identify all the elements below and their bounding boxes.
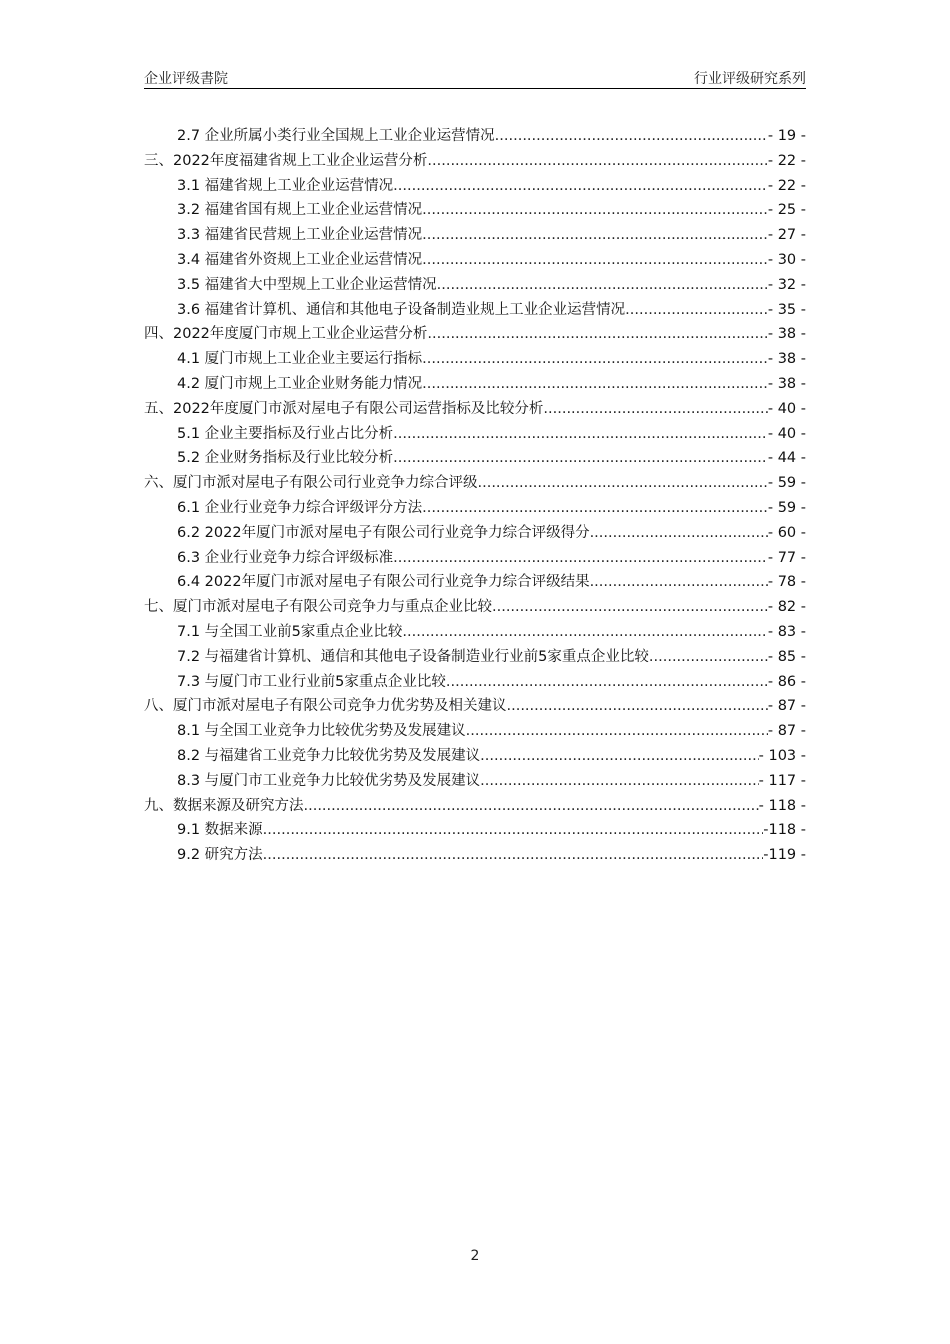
toc-chapter-entry[interactable]: [144, 595, 806, 620]
toc-dot-leader: [446, 674, 768, 690]
toc-entry-page: - 30 -: [767, 251, 806, 268]
toc-entry-page: - 38 -: [767, 351, 806, 368]
toc-entry-title: 6.1 企业行业竞争力综合评级评分方法: [177, 499, 423, 516]
header-divider: [144, 88, 806, 89]
toc-dot-leader: [480, 773, 758, 789]
toc-entry-title: 9.2 研究方法: [177, 847, 263, 864]
toc-chapter-entry[interactable]: [144, 471, 806, 496]
toc-entry-page: - 117 -: [758, 772, 806, 789]
toc-chapter-entry[interactable]: [144, 322, 806, 347]
toc-subentry[interactable]: [144, 422, 806, 447]
toc-chapter-entry[interactable]: [144, 794, 806, 819]
toc-entry-title: 3.5 福建省大中型规上工业企业运营情况: [177, 276, 437, 293]
toc-entry-title: 4.2 厦门市规上工业企业财务能力情况: [177, 375, 423, 392]
toc-entry-title: 5.2 企业财务指标及行业比较分析: [177, 450, 394, 467]
toc-subentry[interactable]: [144, 372, 806, 397]
toc-dot-leader: [649, 649, 768, 665]
toc-subentry[interactable]: [144, 273, 806, 298]
toc-dot-leader: [466, 723, 768, 739]
table-of-contents: [144, 124, 806, 868]
toc-dot-leader: [422, 202, 768, 218]
toc-dot-leader: [402, 624, 767, 640]
toc-subentry[interactable]: [144, 570, 806, 595]
toc-chapter-entry[interactable]: [144, 694, 806, 719]
toc-subentry[interactable]: [144, 124, 806, 149]
toc-entry-title: 3.1 福建省规上工业企业运营情况: [177, 177, 394, 194]
toc-entry-page: - 87 -: [767, 698, 806, 715]
toc-entry-title: 3.6 福建省计算机、通信和其他电子设备制造业规上工业企业运营情况: [177, 301, 626, 318]
toc-subentry[interactable]: [144, 446, 806, 471]
toc-subentry[interactable]: [144, 769, 806, 794]
toc-dot-leader: [492, 599, 768, 615]
toc-subentry[interactable]: [144, 298, 806, 323]
toc-subentry[interactable]: [144, 248, 806, 273]
toc-entry-page: - 59 -: [767, 475, 806, 492]
toc-dot-leader: [304, 798, 759, 814]
toc-dot-leader: [393, 178, 768, 194]
toc-entry-title: 三、2022年度福建省规上工业企业运营分析: [144, 152, 428, 169]
toc-dot-leader: [495, 128, 768, 144]
toc-entry-title: 6.4 2022年厦门市派对屋电子有限公司行业竞争力综合评级结果: [177, 574, 590, 591]
page-number: 2: [470, 1248, 480, 1264]
toc-entry-title: 4.1 厦门市规上工业企业主要运行指标: [177, 351, 423, 368]
toc-subentry[interactable]: [144, 347, 806, 372]
header-publisher: 企业评级書院: [144, 71, 228, 87]
toc-entry-page: - 103 -: [758, 747, 806, 764]
toc-entry-page: - 35 -: [767, 301, 806, 318]
toc-dot-leader: [393, 550, 768, 566]
toc-dot-leader: [422, 227, 768, 243]
toc-subentry[interactable]: [144, 223, 806, 248]
toc-entry-title: 九、数据来源及研究方法: [144, 797, 304, 814]
toc-entry-title: 5.1 企业主要指标及行业占比分析: [177, 425, 394, 442]
toc-entry-title: 8.2 与福建省工业竞争力比较优劣势及发展建议: [177, 747, 481, 764]
toc-entry-title: 9.1 数据来源: [177, 822, 263, 839]
toc-chapter-entry[interactable]: [144, 149, 806, 174]
toc-entry-title: 7.3 与厦门市工业行业前5家重点企业比较: [177, 673, 446, 690]
page-header: [144, 68, 806, 88]
toc-dot-leader: [427, 153, 767, 169]
toc-entry-title: 7.2 与福建省计算机、通信和其他电子设备制造业行业前5家重点企业比较: [177, 648, 649, 665]
toc-entry-page: -118 -: [763, 822, 806, 839]
toc-subentry[interactable]: [144, 843, 806, 868]
toc-dot-leader: [422, 252, 768, 268]
toc-entry-page: - 83 -: [767, 623, 806, 640]
toc-subentry[interactable]: [144, 496, 806, 521]
toc-entry-title: 六、厦门市派对屋电子有限公司行业竞争力综合评级: [144, 475, 478, 492]
toc-entry-page: - 32 -: [767, 276, 806, 293]
toc-subentry[interactable]: [144, 818, 806, 843]
toc-entry-title: 3.3 福建省民营规上工业企业运营情况: [177, 227, 423, 244]
toc-dot-leader: [590, 574, 768, 590]
toc-entry-page: - 38 -: [767, 326, 806, 343]
toc-entry-page: -119 -: [763, 847, 806, 864]
toc-entry-title: 8.1 与全国工业竞争力比较优劣势及发展建议: [177, 723, 466, 740]
toc-subentry[interactable]: [144, 645, 806, 670]
toc-dot-leader: [437, 277, 768, 293]
toc-entry-page: - 40 -: [767, 400, 806, 417]
toc-entry-page: - 22 -: [767, 152, 806, 169]
toc-entry-title: 2.7 企业所属小类行业全国规上工业企业运营情况: [177, 128, 495, 144]
toc-entry-page: - 60 -: [767, 524, 806, 541]
toc-entry-page: - 22 -: [767, 177, 806, 194]
toc-entry-page: - 118 -: [758, 797, 806, 814]
toc-entry-title: 8.3 与厦门市工业竞争力比较优劣势及发展建议: [177, 772, 481, 789]
toc-entry-title: 四、2022年度厦门市规上工业企业运营分析: [144, 326, 428, 343]
toc-entry-page: - 27 -: [767, 227, 806, 244]
toc-entry-page: - 77 -: [767, 549, 806, 566]
toc-subentry[interactable]: [144, 521, 806, 546]
toc-entry-title: 6.2 2022年厦门市派对屋电子有限公司行业竞争力综合评级得分: [177, 524, 590, 541]
toc-dot-leader: [422, 500, 768, 516]
toc-entry-page: - 40 -: [767, 425, 806, 442]
toc-entry-title: 3.2 福建省国有规上工业企业运营情况: [177, 202, 423, 219]
toc-dot-leader: [625, 302, 768, 318]
toc-dot-leader: [393, 426, 768, 442]
toc-entry-page: - 44 -: [767, 450, 806, 467]
toc-entry-page: - 85 -: [767, 648, 806, 665]
toc-entry-title: 五、2022年度厦门市派对屋电子有限公司运营指标及比较分析: [144, 400, 544, 417]
toc-dot-leader: [590, 525, 768, 541]
toc-entry-page: - 38 -: [767, 375, 806, 392]
toc-subentry[interactable]: [144, 174, 806, 199]
toc-entry-page: - 86 -: [767, 673, 806, 690]
toc-dot-leader: [543, 401, 767, 417]
toc-dot-leader: [480, 748, 758, 764]
toc-dot-leader: [422, 376, 768, 392]
toc-dot-leader: [507, 698, 768, 714]
toc-entry-page: - 87 -: [767, 723, 806, 740]
toc-entry-title: 八、厦门市派对屋电子有限公司竞争力优劣势及相关建议: [144, 698, 507, 715]
header-series: 行业评级研究系列: [694, 71, 806, 87]
toc-subentry[interactable]: [144, 546, 806, 571]
toc-entry-title: 3.4 福建省外资规上工业企业运营情况: [177, 251, 423, 268]
toc-entry-title: 7.1 与全国工业前5家重点企业比较: [177, 623, 403, 640]
toc-chapter-entry[interactable]: [144, 397, 806, 422]
toc-entry-page: - 78 -: [767, 574, 806, 591]
toc-subentry[interactable]: [144, 198, 806, 223]
toc-entry-page: - 19 -: [767, 128, 806, 144]
toc-subentry[interactable]: [144, 670, 806, 695]
toc-entry-page: - 25 -: [767, 202, 806, 219]
toc-dot-leader: [263, 822, 764, 838]
toc-entry-title: 七、厦门市派对屋电子有限公司竞争力与重点企业比较: [144, 599, 492, 616]
toc-dot-leader: [263, 847, 764, 863]
toc-entry-title: 6.3 企业行业竞争力综合评级标准: [177, 549, 394, 566]
toc-subentry[interactable]: [144, 719, 806, 744]
toc-dot-leader: [393, 450, 768, 466]
toc-dot-leader: [478, 475, 768, 491]
toc-subentry[interactable]: [144, 744, 806, 769]
toc-subentry[interactable]: [144, 620, 806, 645]
toc-dot-leader: [422, 351, 768, 367]
toc-entry-page: - 59 -: [767, 499, 806, 516]
toc-dot-leader: [427, 326, 767, 342]
toc-entry-page: - 82 -: [767, 599, 806, 616]
